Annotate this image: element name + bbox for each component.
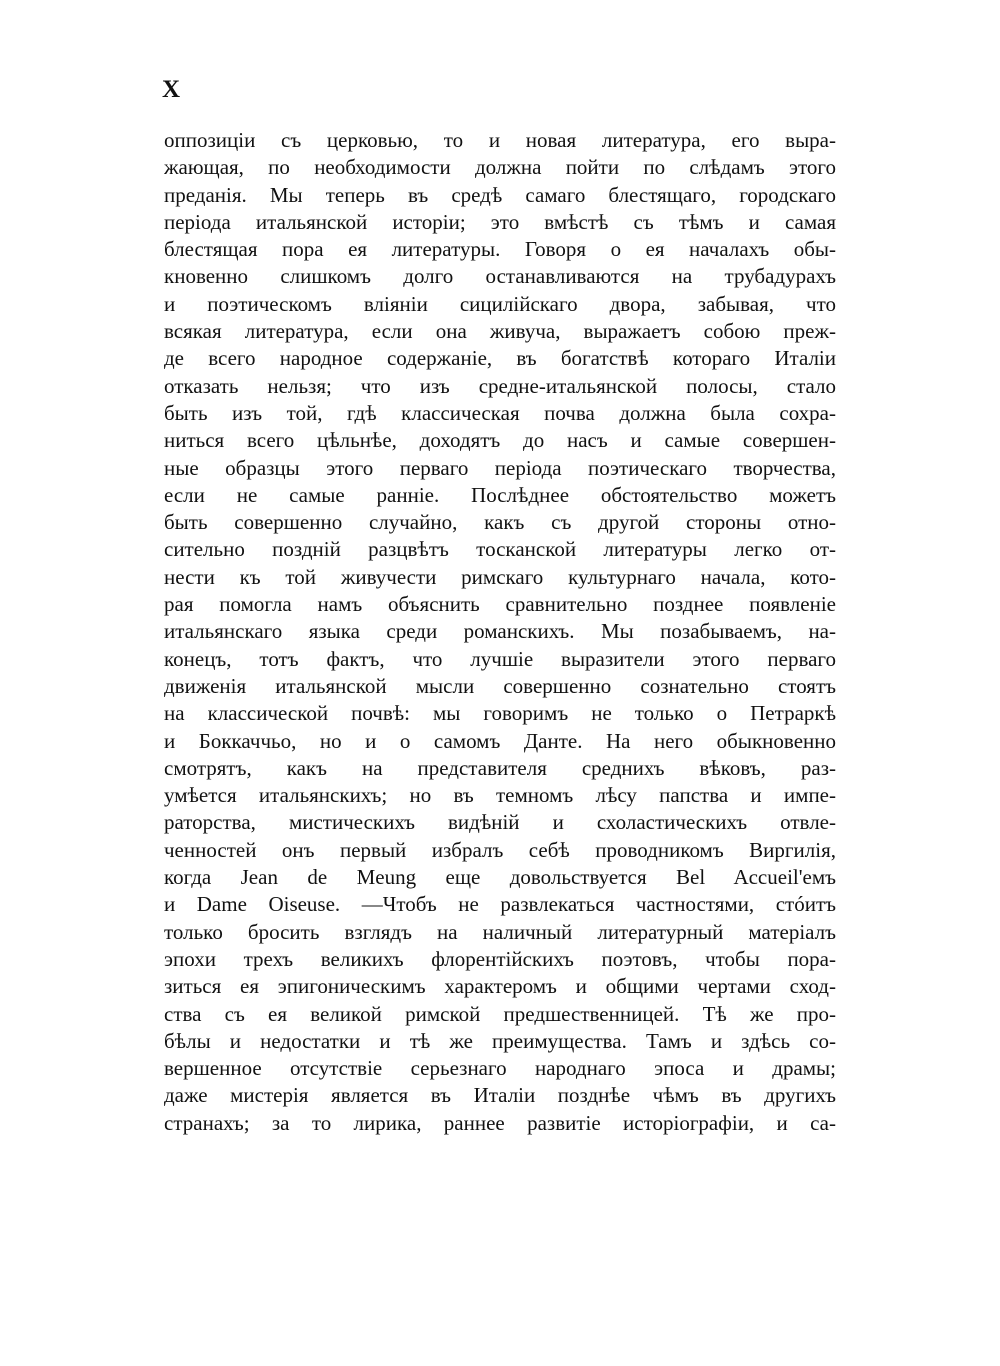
text-line: быть изъ той, гдѣ классическая почва должна была сохра- xyxy=(164,400,836,425)
text-line: періода итальянской исторіи; это вмѣстѣ съ тѣмъ и самая xyxy=(164,209,836,234)
text-line: раторства, мистическихъ видѣній и схоластическихъ отвле- xyxy=(164,810,836,835)
text-line: ства съ ея великой римской предшественницей. Тѣ же про- xyxy=(164,1001,836,1026)
text-line: де всего народное содержаніе, въ богатствѣ котораго Италіи xyxy=(164,346,836,371)
text-line: умѣется итальянскихъ; но въ темномъ лѣсу папства и импе- xyxy=(164,783,836,808)
text-line: конецъ, тотъ фактъ, что лучшіе выразители этого перваго xyxy=(164,646,836,671)
text-line: блестящая пора ея литературы. Говоря о ея началахъ обы- xyxy=(164,237,836,262)
text-line: оппозиціи съ церковью, то и новая литература, его выра- xyxy=(164,128,836,152)
text-line: жающая, по необходимости должна пойти по слѣдамъ этого xyxy=(164,155,836,180)
text-line: итальянскаго языка среди романскихъ. Мы позабываемъ, на- xyxy=(164,619,836,644)
text-line: на классической почвѣ: мы говоримъ не только о Петраркѣ xyxy=(164,701,836,726)
text-line: если не самые ранніе. Послѣднее обстоятельство можетъ xyxy=(164,482,836,507)
text-line: отказать нельзя; что изъ средне-итальянской полосы, стало xyxy=(164,373,836,398)
text-line: и Dame Oiseuse. —Чтобъ не развлекаться частностями, стóитъ xyxy=(164,892,836,917)
text-line: бѣлы и недостатки и тѣ же преимущества. Тамъ и здѣсь со- xyxy=(164,1028,836,1053)
text-line: рая помогла намъ объяснить сравнительно позднее появленіе xyxy=(164,592,836,617)
page-number: X xyxy=(162,76,182,103)
text-line: смотрятъ, какъ на представителя среднихъ вѣковъ, раз- xyxy=(164,755,836,780)
body-text xyxy=(164,127,836,1137)
text-line: преданія. Мы теперь въ средѣ самаго блестящаго, городскаго xyxy=(164,182,836,207)
text-line: и Боккаччьо, но и о самомъ Данте. На него обыкновенно xyxy=(164,728,836,753)
text-line: странахъ; за то лирика, раннее развитіе исторіографіи, и са- xyxy=(164,1110,836,1135)
text-line: только бросить взглядъ на наличный литературный матеріалъ xyxy=(164,919,836,944)
text-line: движенія итальянской мысли совершенно сознательно стоятъ xyxy=(164,673,836,698)
text-line: ниться всего цѣльнѣе, доходятъ до насъ и самые совершен- xyxy=(164,428,836,453)
text-line: эпохи трехъ великихъ флорентійскихъ поэтовъ, чтобы пора- xyxy=(164,946,836,971)
text-line: нести къ той живучести римскаго культурнаго начала, кото- xyxy=(164,564,836,589)
text-line: всякая литература, если она живуча, выражаетъ собою преж- xyxy=(164,319,836,344)
text-line: быть совершенно случайно, какъ съ другой стороны отно- xyxy=(164,510,836,535)
text-line: даже мистерія является въ Италіи позднѣе чѣмъ въ другихъ xyxy=(164,1083,836,1108)
text-line: сительно поздній разцвѣтъ тосканской литературы легко от- xyxy=(164,537,836,562)
text-line: вершенное отсутствіе серьезнаго народнаго эпоса и драмы; xyxy=(164,1056,836,1081)
text-line: зиться ея эпигоническимъ характеромъ и общими чертами сход- xyxy=(164,974,836,999)
text-line: ченностей онъ первый избралъ себѣ проводникомъ Виргилія, xyxy=(164,837,836,862)
text-line: и поэтическомъ вліяніи сицилійскаго двора, забывая, что xyxy=(164,291,836,316)
text-line: когда Jean de Meung еще довольствуется Bel Accueil'емъ xyxy=(164,865,836,890)
text-line: кновенно слишкомъ долго останавливаются на трубадурахъ xyxy=(164,264,836,289)
text-line: ные образцы этого перваго періода поэтическаго творчества, xyxy=(164,455,836,480)
